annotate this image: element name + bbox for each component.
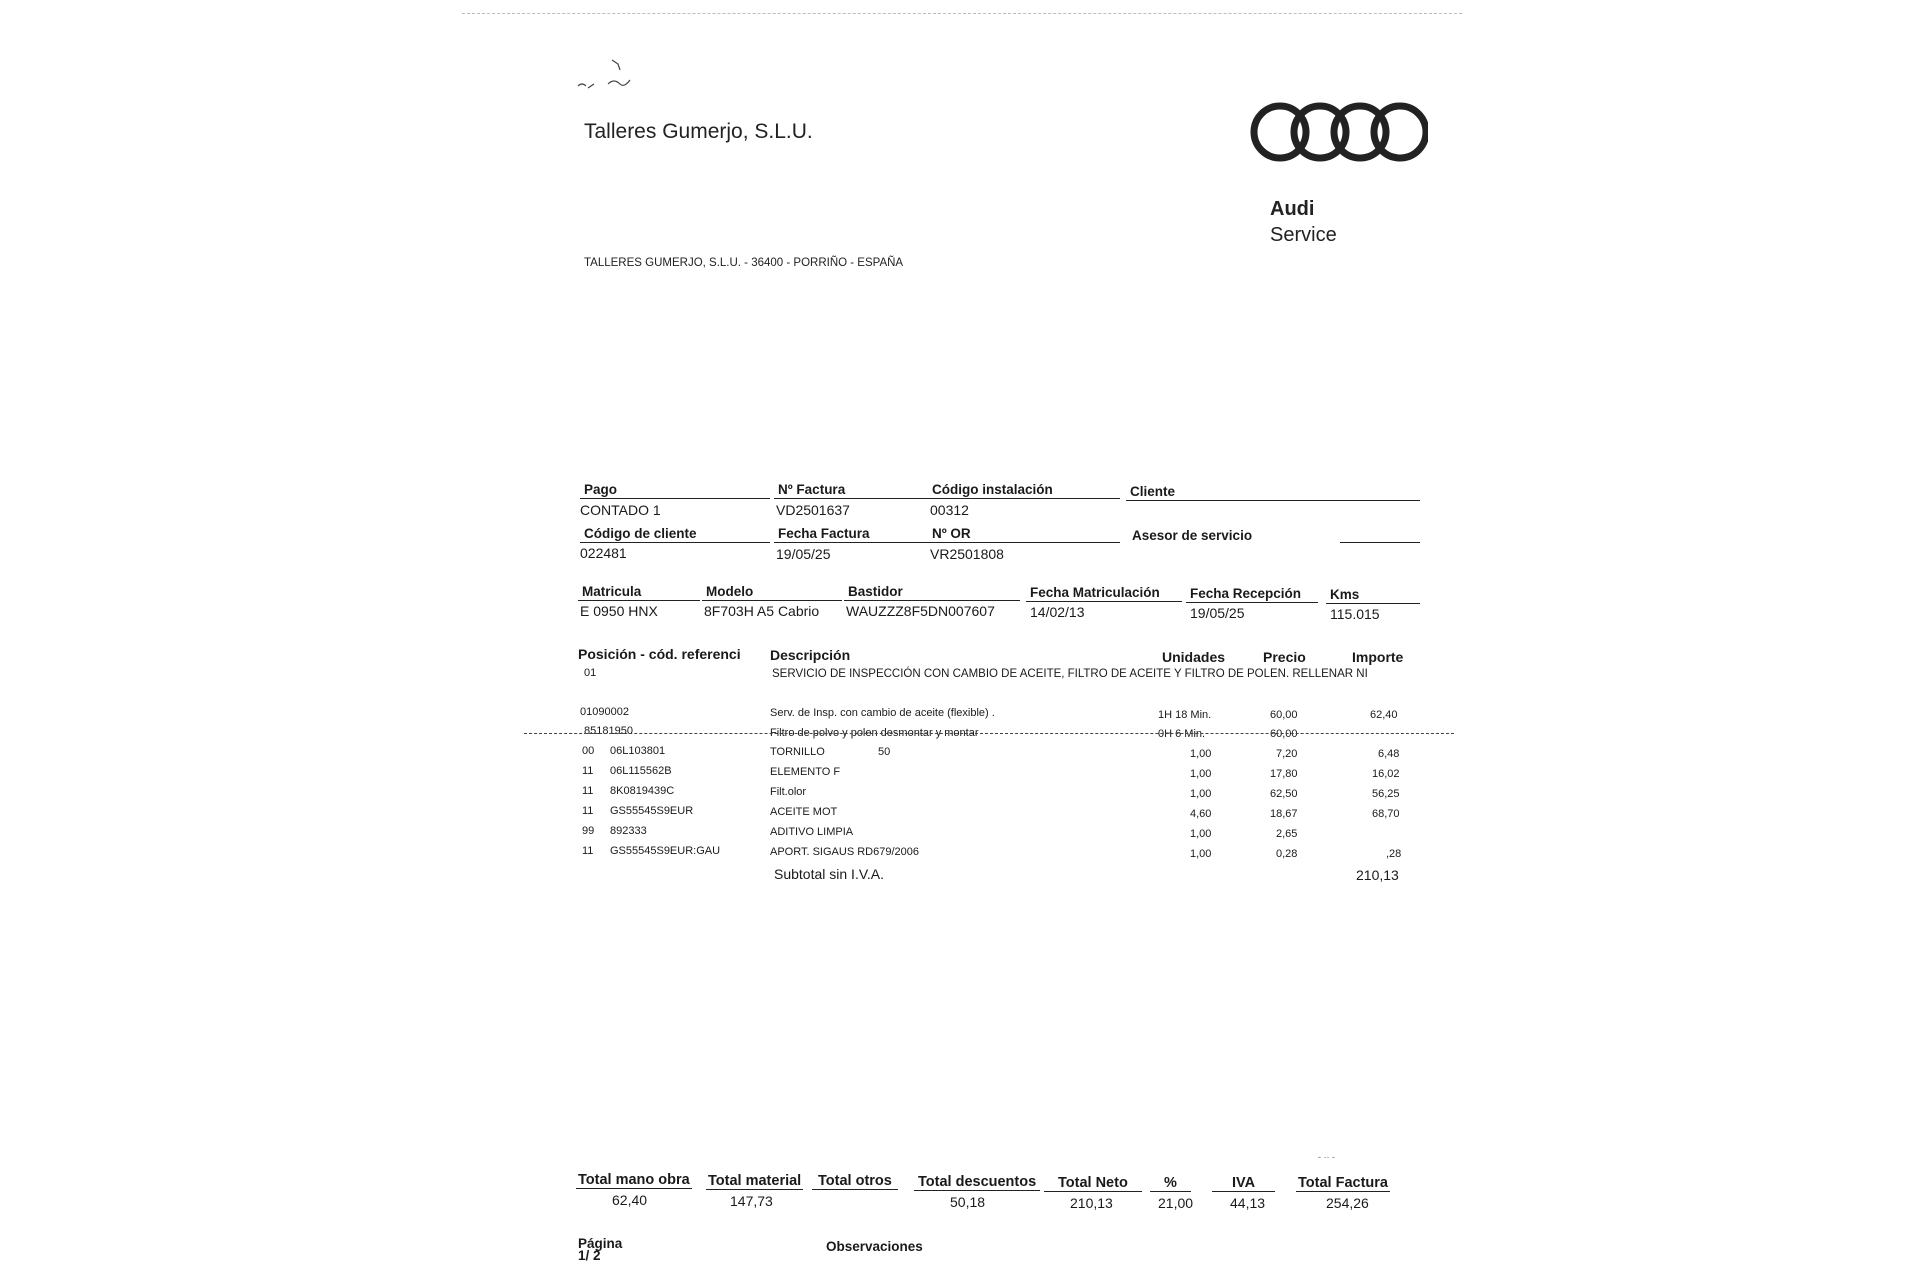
row-amount: 6,48 bbox=[1378, 748, 1400, 760]
pagina-label: Página bbox=[578, 1236, 623, 1251]
row-pos: 11 bbox=[582, 845, 594, 857]
group-description: SERVICIO DE INSPECCIÓN CON CAMBIO DE ACEITE, FILTRO DE ACEITE Y FILTRO DE POLEN. RELLENAR NI bbox=[772, 668, 1368, 680]
total-percent-label: % bbox=[1150, 1175, 1191, 1192]
row-ref: 8K0819439C bbox=[610, 785, 675, 797]
row-price: 7,20 bbox=[1276, 748, 1298, 760]
row-desc: Filt.olor bbox=[770, 786, 807, 798]
cliente-label: Cliente bbox=[1126, 484, 1420, 501]
row-price: 62,50 bbox=[1270, 788, 1298, 800]
fecha-factura-value: 19/05/25 bbox=[776, 546, 831, 562]
col-descripcion-header: Descripción bbox=[770, 647, 851, 663]
asesor-rule bbox=[1340, 542, 1420, 543]
total-descuentos-label: Total descuentos bbox=[914, 1174, 1040, 1191]
row-desc: TORNILLO bbox=[770, 746, 825, 758]
total-factura-value: 254,26 bbox=[1326, 1195, 1369, 1211]
row-amount: 16,02 bbox=[1372, 768, 1400, 780]
asesor-label: Asesor de servicio bbox=[1132, 528, 1253, 543]
row-ref: 01090002 bbox=[580, 706, 629, 718]
company-address: TALLERES GUMERJO, S.L.U. - 36400 - PORRIÑO - ESPAÑA bbox=[584, 257, 904, 269]
faint-mark: - ·· - bbox=[1318, 1152, 1335, 1162]
col-importe-header: Importe bbox=[1352, 649, 1404, 665]
row-price: 0,28 bbox=[1276, 848, 1298, 860]
row-units: 1H 18 Min. bbox=[1158, 709, 1212, 721]
instalacion-label: Código instalación bbox=[928, 482, 1120, 499]
brand-name: Audi bbox=[1270, 198, 1315, 220]
row-pos: 11 bbox=[582, 765, 594, 777]
col-unidades-header: Unidades bbox=[1162, 649, 1226, 665]
col-precio-header: Precio bbox=[1263, 649, 1306, 665]
matricula-label: Matricula bbox=[578, 584, 700, 601]
fecha-factura-label: Fecha Factura bbox=[774, 526, 928, 543]
row-desc: ADITIVO LIMPIA bbox=[770, 826, 854, 838]
total-neto-label: Total Neto bbox=[1044, 1175, 1142, 1192]
fecha-recep-label: Fecha Recepción bbox=[1186, 586, 1318, 603]
row-units: 1,00 bbox=[1190, 788, 1212, 800]
row-amount: 56,25 bbox=[1372, 788, 1400, 800]
row-amount: 62,40 bbox=[1370, 709, 1398, 721]
row-units: 4,60 bbox=[1190, 808, 1212, 820]
bastidor-value: WAUZZZ8F5DN007607 bbox=[846, 603, 995, 619]
row-price: 17,80 bbox=[1270, 768, 1298, 780]
row-desc: Filtro de polvo y polen desmontar y montar bbox=[770, 727, 979, 739]
row-price: 60,00 bbox=[1270, 709, 1298, 721]
row-desc: ACEITE MOT bbox=[770, 806, 838, 818]
row-units: 1,00 bbox=[1190, 848, 1212, 860]
row-desc: ELEMENTO F bbox=[770, 766, 841, 778]
row-price: 60,00 bbox=[1270, 728, 1298, 740]
total-material-label: Total material bbox=[708, 1173, 802, 1189]
cod-cliente-label: Código de cliente bbox=[580, 526, 770, 543]
subtotal-label: Subtotal sin I.V.A. bbox=[774, 866, 884, 882]
factura-value: VD2501637 bbox=[776, 502, 850, 518]
row-desc: APORT. SIGAUS RD679/2006 bbox=[770, 846, 919, 858]
group-position: 01 bbox=[584, 667, 597, 679]
col-posicion-header: Posición - cód. referenci bbox=[578, 646, 741, 662]
row-ref: 892333 bbox=[610, 825, 647, 837]
row-pos: 11 bbox=[582, 785, 594, 797]
pago-value: CONTADO 1 bbox=[580, 502, 661, 518]
fecha-matric-value: 14/02/13 bbox=[1030, 604, 1085, 620]
strikethrough-line bbox=[524, 733, 1454, 734]
row-ref: GS55545S9EUR:GAU bbox=[610, 845, 721, 857]
row-ref: 06L115562B bbox=[610, 765, 672, 777]
total-material-value: 147,73 bbox=[730, 1193, 773, 1209]
total-descuentos-value: 50,18 bbox=[950, 1194, 986, 1210]
or-value: VR2501808 bbox=[930, 546, 1004, 562]
row-units: 1,00 bbox=[1190, 828, 1212, 840]
instalacion-value: 00312 bbox=[930, 502, 969, 518]
row-ref: GS55545S9EUR bbox=[610, 805, 694, 817]
total-iva-value: 44,13 bbox=[1230, 1195, 1266, 1211]
total-mano-obra-value: 62,40 bbox=[612, 1192, 648, 1208]
observaciones-label: Observaciones bbox=[826, 1239, 923, 1254]
row-pos: 00 bbox=[582, 745, 595, 757]
row-extra: 50 bbox=[878, 746, 891, 758]
row-price: 18,67 bbox=[1270, 808, 1298, 820]
total-percent-value: 21,00 bbox=[1158, 1195, 1194, 1211]
row-units: 0H 6 Min. bbox=[1158, 728, 1206, 740]
cod-cliente-value: 022481 bbox=[580, 545, 627, 561]
scan-edge-line bbox=[462, 13, 1462, 14]
total-iva-label: IVA bbox=[1212, 1175, 1275, 1192]
row-amount: ,28 bbox=[1386, 848, 1402, 860]
brand-sub: Service bbox=[1270, 224, 1337, 246]
total-neto-value: 210,13 bbox=[1070, 1195, 1113, 1211]
kms-value: 115.015 bbox=[1330, 606, 1380, 622]
row-pos: 99 bbox=[582, 825, 595, 837]
row-ref: 85181950 bbox=[584, 725, 633, 737]
company-name: Talleres Gumerjo, S.L.U. bbox=[584, 120, 813, 143]
or-label: Nº OR bbox=[928, 526, 1120, 543]
handwritten-scribble bbox=[568, 52, 648, 102]
row-units: 1,00 bbox=[1190, 748, 1212, 760]
fecha-recep-value: 19/05/25 bbox=[1190, 605, 1245, 621]
row-pos: 11 bbox=[582, 805, 594, 817]
total-otros-label: Total otros bbox=[812, 1173, 898, 1190]
pago-label: Pago bbox=[580, 482, 770, 499]
row-desc: Serv. de Insp. con cambio de aceite (flexible) . bbox=[770, 707, 995, 719]
matricula-value: E 0950 HNX bbox=[580, 603, 658, 619]
subtotal-value: 210,13 bbox=[1356, 867, 1399, 883]
kms-label: Kms bbox=[1326, 587, 1420, 604]
modelo-value: 8F703H A5 Cabrio bbox=[704, 603, 820, 619]
total-mano-obra-label: Total mano obra bbox=[578, 1172, 690, 1188]
factura-label: Nº Factura bbox=[774, 482, 928, 499]
modelo-label: Modelo bbox=[702, 584, 842, 601]
bastidor-label: Bastidor bbox=[844, 584, 1020, 601]
fecha-matric-label: Fecha Matriculación bbox=[1026, 585, 1182, 602]
row-price: 2,65 bbox=[1276, 828, 1298, 840]
row-units: 1,00 bbox=[1190, 768, 1212, 780]
audi-rings-logo bbox=[1242, 96, 1428, 168]
row-amount: 68,70 bbox=[1372, 808, 1400, 820]
pagina-value: 1/ 2 bbox=[578, 1248, 601, 1263]
total-factura-label: Total Factura bbox=[1298, 1175, 1388, 1191]
row-ref: 06L103801 bbox=[610, 745, 666, 757]
